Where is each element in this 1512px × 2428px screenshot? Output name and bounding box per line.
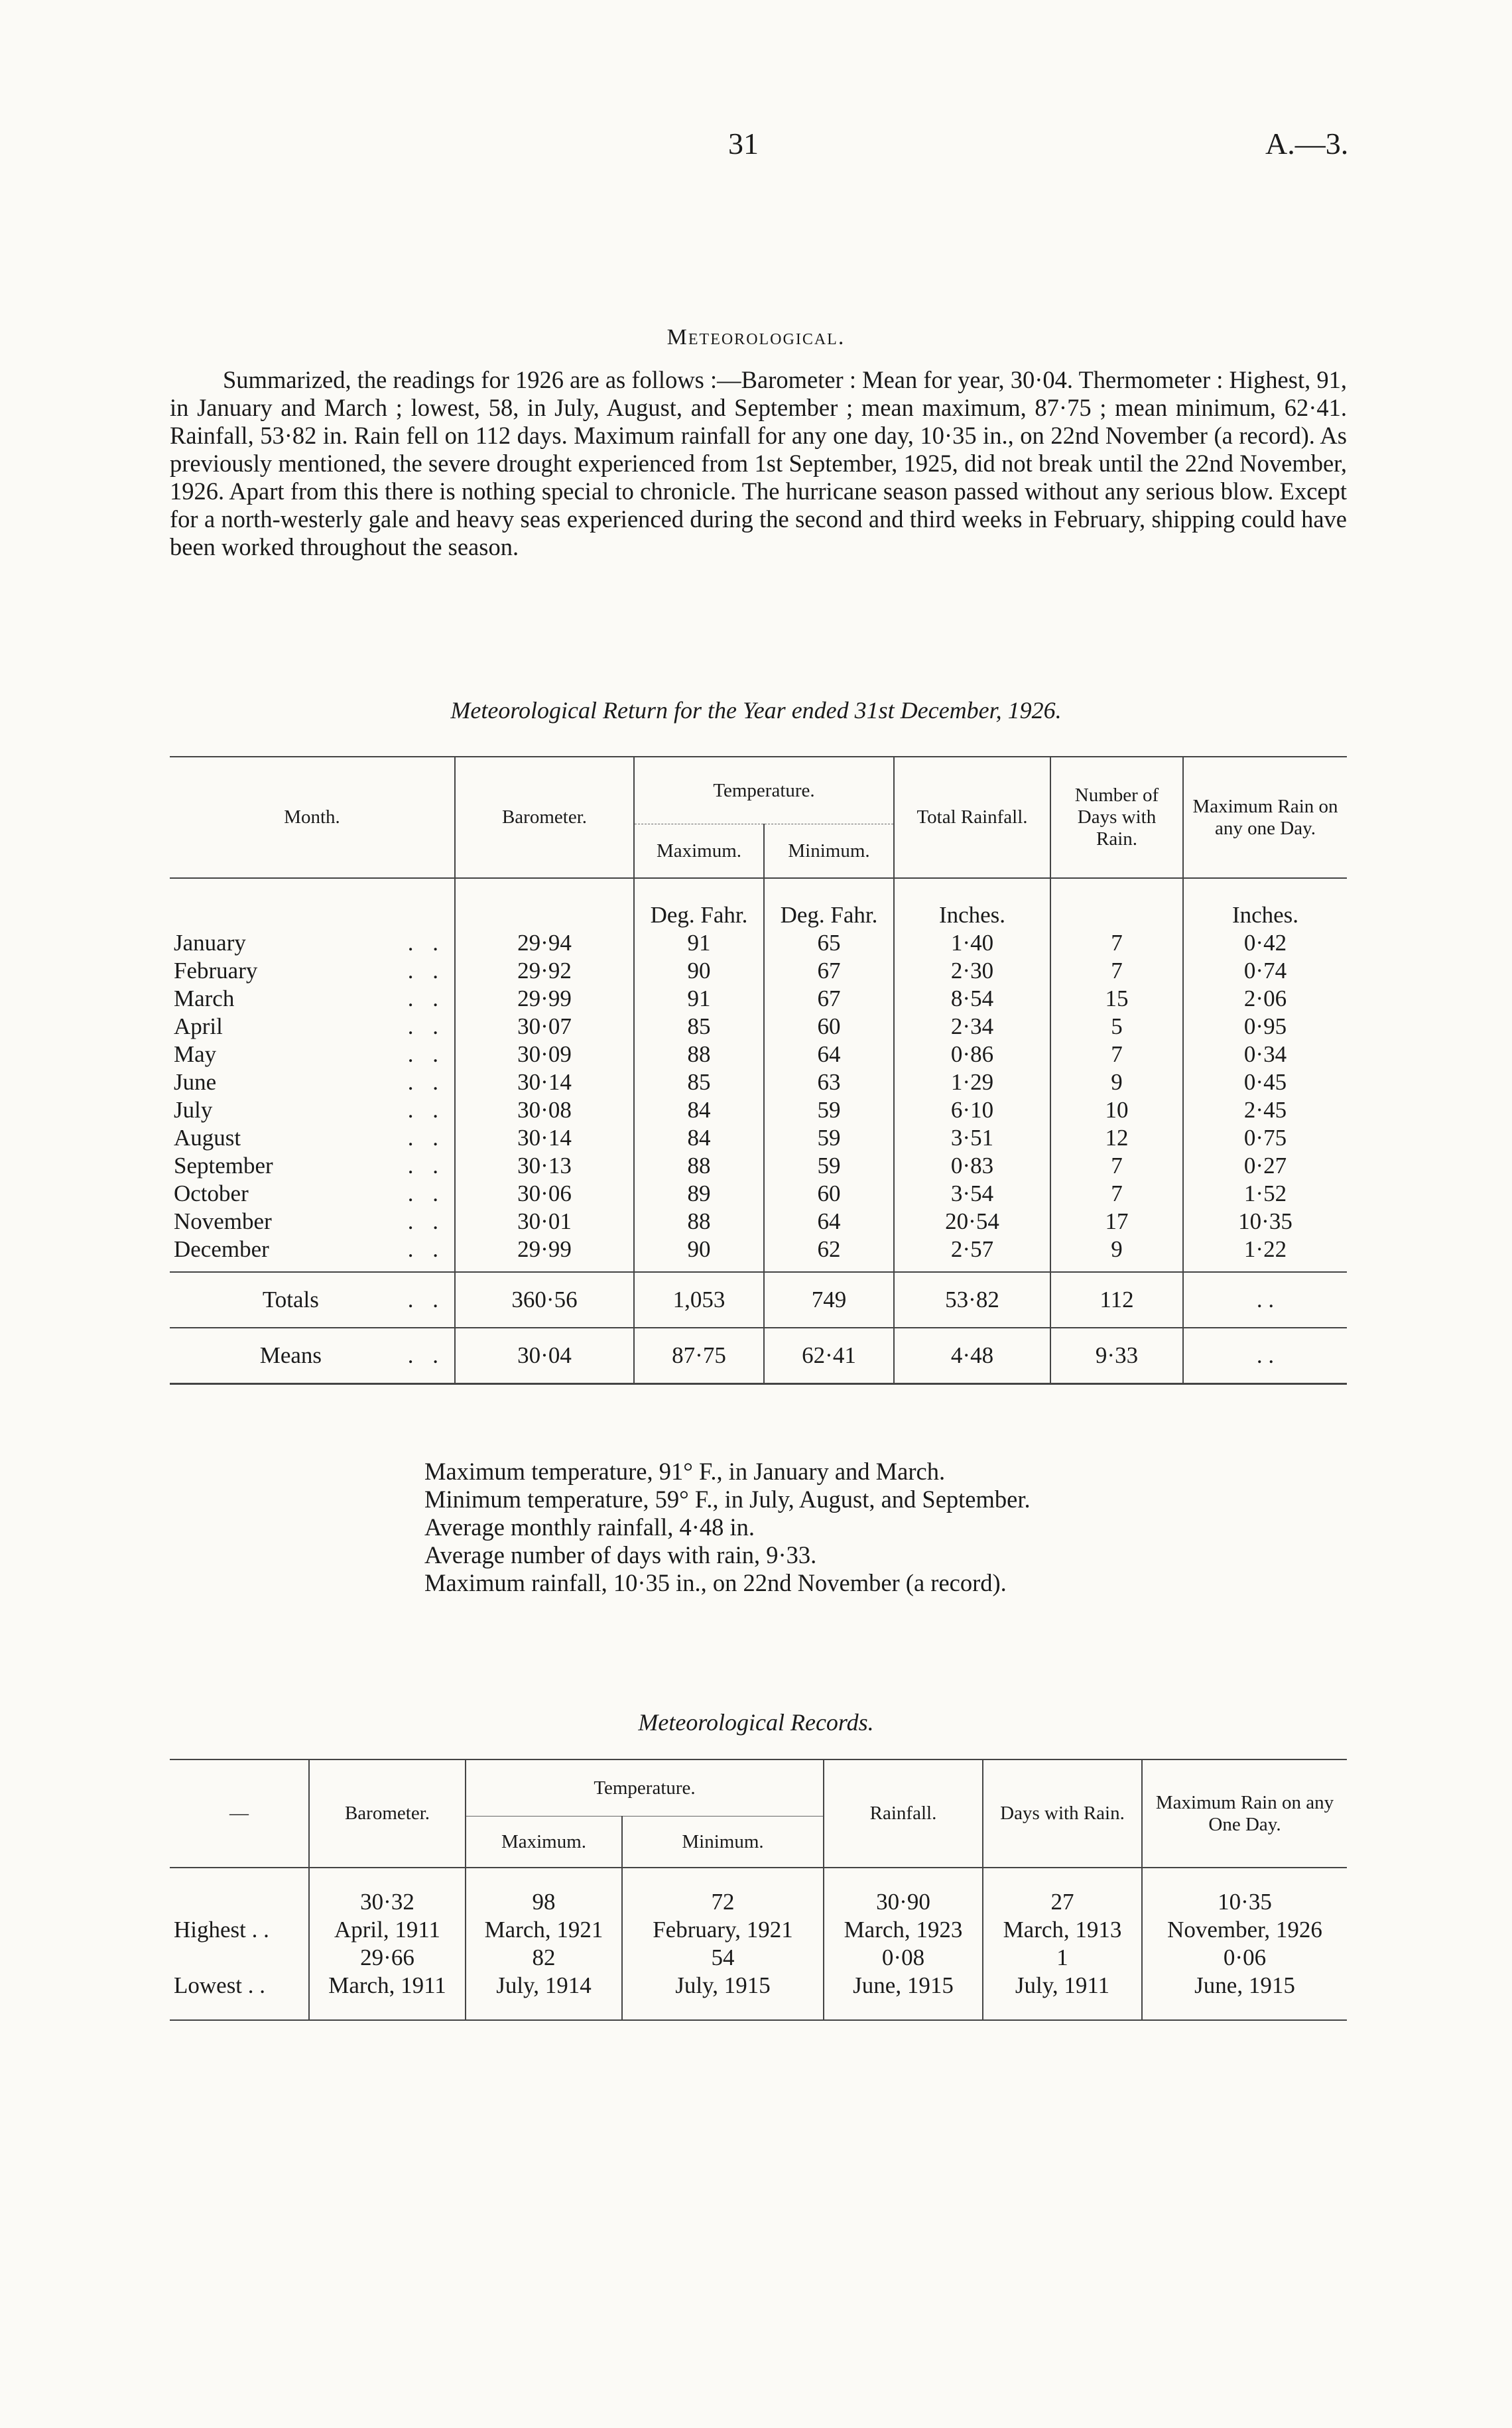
max-temp-cell: 84: [634, 1124, 764, 1152]
min-temp-cell: 63: [764, 1068, 894, 1096]
table-row: [170, 1236, 1347, 1263]
leader-dots: . .: [407, 1181, 445, 1206]
rain-days-cell: 27: [983, 1868, 1142, 1916]
header-minimum: Minimum.: [764, 824, 894, 879]
rainfall-cell: 2·34: [894, 1013, 1050, 1041]
header-barometer: Barometer.: [309, 1759, 466, 1868]
rain-days-cell: 9: [1050, 1236, 1183, 1263]
rainfall-cell: 6·10: [894, 1096, 1050, 1124]
table-row: [170, 1180, 1347, 1208]
means-max: 87·75: [634, 1328, 764, 1384]
rainfall-cell: 8·54: [894, 985, 1050, 1013]
table1-caption: Meteorological Return for the Year ended 31st December, 1926.: [450, 697, 1062, 724]
unit-rain: Inches.: [894, 878, 1050, 929]
header-temperature: Temperature.: [634, 757, 894, 824]
max-temp-cell: 89: [634, 1180, 764, 1208]
min-temp-cell: February, 1921: [622, 1916, 824, 1944]
meteorological-records-table: [170, 1759, 1347, 2021]
table-row: [170, 1972, 1347, 2020]
means-days: 9·33: [1050, 1328, 1183, 1384]
max-temp-cell: 88: [634, 1041, 764, 1068]
totals-max-rain: . .: [1183, 1272, 1347, 1328]
rainfall-cell: 0·08: [824, 1944, 983, 1972]
min-temp-cell: 67: [764, 957, 894, 985]
max-rain-cell: 0·34: [1183, 1041, 1347, 1068]
table-row: [170, 1096, 1347, 1124]
table2-caption: Meteorological Records.: [638, 1709, 874, 1736]
record-label: [170, 1944, 309, 1972]
max-temp-cell: July, 1914: [466, 1972, 622, 2020]
leader-dots: . .: [407, 1041, 445, 1067]
rainfall-cell: 20·54: [894, 1208, 1050, 1236]
header-total-rainfall: Total Rainfall.: [894, 757, 1050, 878]
max-rain-cell: 2·45: [1183, 1096, 1347, 1124]
leader-dots: . .: [407, 1069, 445, 1095]
barometer-cell: 30·32: [309, 1868, 466, 1916]
rainfall-cell: 1·40: [894, 929, 1050, 957]
rainfall-cell: March, 1923: [824, 1916, 983, 1944]
header-rainfall: Rainfall.: [824, 1759, 983, 1868]
min-temp-cell: 64: [764, 1041, 894, 1068]
rainfall-cell: June, 1915: [824, 1972, 983, 2020]
max-temp-cell: 85: [634, 1013, 764, 1041]
max-temp-cell: 84: [634, 1096, 764, 1124]
means-rain: 4·48: [894, 1328, 1050, 1384]
rain-days-cell: 1: [983, 1944, 1142, 1972]
month-name: March: [174, 986, 235, 1011]
header-temperature: Temperature.: [466, 1759, 824, 1817]
month-name: November: [174, 1208, 272, 1234]
rainfall-cell: 2·30: [894, 957, 1050, 985]
table-row: [170, 1868, 1347, 1916]
min-temp-cell: 60: [764, 1180, 894, 1208]
rain-days-cell: 7: [1050, 1180, 1183, 1208]
max-rain-cell: November, 1926: [1142, 1916, 1347, 1944]
max-rain-cell: 2·06: [1183, 985, 1347, 1013]
barometer-cell: 29·94: [455, 929, 634, 957]
max-temp-cell: 82: [466, 1944, 622, 1972]
header-days-with-rain: Number of Days with Rain.: [1050, 757, 1183, 878]
month-name: May: [174, 1041, 217, 1067]
summary-paragraph: Summarized, the readings for 1926 are as follows :—Barometer : Mean for year, 30·04. Thermometer : Highest, 91, in January and March ; lowest, 58, in July, August, and September ; mean maximum, 87·75 ; mean minimum, 62·41. Rainfall, 53·82 in. Rain fell on 112 days. Maximum rainfall for any one day, 10·35 in., on 22nd November (a record). As previously mentioned, the severe drought experienced from 1st September, 1925, did not break until the 22nd November, 1926. Apart from this there is nothing special to chronicle. The hurricane season passed without any serious blow. Except for a north-westerly gale and heavy seas experienced during the second and third weeks in February, shipping could have been worked throughout the season.: [170, 366, 1347, 560]
barometer-cell: 30·01: [455, 1208, 634, 1236]
rain-days-cell: 7: [1050, 957, 1183, 985]
note-line: Maximum temperature, 91° F., in January and March.: [424, 1458, 946, 1485]
barometer-cell: 29·92: [455, 957, 634, 985]
min-temp-cell: 54: [622, 1944, 824, 1972]
max-rain-cell: 10·35: [1142, 1868, 1347, 1916]
max-rain-cell: June, 1915: [1142, 1972, 1347, 2020]
barometer-cell: 30·09: [455, 1041, 634, 1068]
rain-days-cell: March, 1913: [983, 1916, 1142, 1944]
max-rain-cell: 10·35: [1183, 1208, 1347, 1236]
month-name: February: [174, 958, 258, 984]
barometer-cell: April, 1911: [309, 1916, 466, 1944]
month-name: December: [174, 1236, 269, 1262]
summary-notes: [424, 1458, 1031, 1597]
barometer-cell: 29·66: [309, 1944, 466, 1972]
totals-label: Totals: [262, 1287, 319, 1312]
max-temp-cell: 88: [634, 1152, 764, 1180]
totals-row: [170, 1272, 1347, 1328]
barometer-cell: 30·07: [455, 1013, 634, 1041]
min-temp-cell: 59: [764, 1124, 894, 1152]
max-temp-cell: 88: [634, 1208, 764, 1236]
header-maximum: Maximum.: [634, 824, 764, 879]
month-name: January: [174, 930, 246, 956]
month-name: August: [174, 1125, 241, 1151]
leader-dots: . .: [407, 1125, 445, 1151]
max-rain-cell: 1·52: [1183, 1180, 1347, 1208]
table-row: [170, 1208, 1347, 1236]
leader-dots: . .: [407, 1013, 445, 1039]
rain-days-cell: 9: [1050, 1068, 1183, 1096]
record-label: Highest . .: [174, 1917, 269, 1943]
rainfall-cell: 2·57: [894, 1236, 1050, 1263]
rainfall-cell: 30·90: [824, 1868, 983, 1916]
barometer-cell: 30·14: [455, 1124, 634, 1152]
barometer-cell: 30·08: [455, 1096, 634, 1124]
header-month: Month.: [170, 757, 455, 878]
max-rain-cell: 0·74: [1183, 957, 1347, 985]
barometer-cell: 30·06: [455, 1180, 634, 1208]
rain-days-cell: 7: [1050, 1041, 1183, 1068]
max-rain-cell: 0·45: [1183, 1068, 1347, 1096]
means-barometer: 30·04: [455, 1328, 634, 1384]
month-name: July: [174, 1097, 213, 1123]
unit-max-rain: Inches.: [1183, 878, 1347, 929]
barometer-cell: March, 1911: [309, 1972, 466, 2020]
max-temp-cell: 85: [634, 1068, 764, 1096]
barometer-cell: 30·14: [455, 1068, 634, 1096]
totals-rain: 53·82: [894, 1272, 1050, 1328]
totals-min: 749: [764, 1272, 894, 1328]
leader-dots: . .: [407, 1097, 445, 1123]
means-min: 62·41: [764, 1328, 894, 1384]
header-maximum: Maximum.: [466, 1817, 622, 1868]
page-number: 31: [728, 127, 759, 160]
rain-days-cell: 15: [1050, 985, 1183, 1013]
table-row: [170, 1152, 1347, 1180]
totals-days: 112: [1050, 1272, 1183, 1328]
barometer-cell: 29·99: [455, 1236, 634, 1263]
barometer-cell: 30·13: [455, 1152, 634, 1180]
unit-max: Deg. Fahr.: [634, 878, 764, 929]
barometer-cell: 29·99: [455, 985, 634, 1013]
month-name: September: [174, 1153, 273, 1179]
leader-dots: . .: [407, 986, 445, 1011]
min-temp-cell: 72: [622, 1868, 824, 1916]
totals-barometer: 360·56: [455, 1272, 634, 1328]
leader-dots: . .: [407, 930, 445, 956]
rain-days-cell: 5: [1050, 1013, 1183, 1041]
table-row: [170, 1041, 1347, 1068]
max-temp-cell: 90: [634, 957, 764, 985]
header-max-rain: Maximum Rain on any one Day.: [1183, 757, 1347, 878]
rainfall-cell: 0·83: [894, 1152, 1050, 1180]
totals-leader: . .: [407, 1287, 445, 1312]
record-label: Lowest . .: [174, 1972, 266, 1998]
max-rain-cell: 0·27: [1183, 1152, 1347, 1180]
note-line: Minimum temperature, 59° F., in July, August, and September.: [424, 1486, 1031, 1513]
min-temp-cell: July, 1915: [622, 1972, 824, 2020]
meteorological-return-table: [170, 756, 1347, 1385]
means-row: [170, 1328, 1347, 1384]
month-name: June: [174, 1069, 217, 1095]
rainfall-cell: 3·54: [894, 1180, 1050, 1208]
record-label: [170, 1868, 309, 1916]
table-row: [170, 957, 1347, 985]
max-rain-cell: 1·22: [1183, 1236, 1347, 1263]
min-temp-cell: 64: [764, 1208, 894, 1236]
units-row: [170, 878, 1347, 929]
max-rain-cell: 0·06: [1142, 1944, 1347, 1972]
rain-days-cell: 12: [1050, 1124, 1183, 1152]
means-label: Means: [259, 1342, 322, 1368]
max-temp-cell: 91: [634, 929, 764, 957]
section-heading: Meteorological.: [666, 325, 846, 350]
rainfall-cell: 1·29: [894, 1068, 1050, 1096]
max-rain-cell: 0·95: [1183, 1013, 1347, 1041]
rainfall-cell: 0·86: [894, 1041, 1050, 1068]
table-row: [170, 1916, 1347, 1944]
max-temp-cell: 91: [634, 985, 764, 1013]
max-temp-cell: March, 1921: [466, 1916, 622, 1944]
min-temp-cell: 59: [764, 1096, 894, 1124]
table-row: [170, 985, 1347, 1013]
rain-days-cell: July, 1911: [983, 1972, 1142, 2020]
min-temp-cell: 65: [764, 929, 894, 957]
min-temp-cell: 59: [764, 1152, 894, 1180]
min-temp-cell: 62: [764, 1236, 894, 1263]
rain-days-cell: 7: [1050, 1152, 1183, 1180]
leader-dots: . .: [407, 1153, 445, 1179]
min-temp-cell: 60: [764, 1013, 894, 1041]
month-name: April: [174, 1013, 223, 1039]
rain-days-cell: 10: [1050, 1096, 1183, 1124]
rain-days-cell: 7: [1050, 929, 1183, 957]
table-row: [170, 1013, 1347, 1041]
note-line: Average number of days with rain, 9·33.: [424, 1541, 817, 1568]
table-row: [170, 1124, 1347, 1152]
unit-min: Deg. Fahr.: [764, 878, 894, 929]
min-temp-cell: 67: [764, 985, 894, 1013]
note-line: Maximum rainfall, 10·35 in., on 22nd November (a record).: [424, 1569, 1007, 1596]
header-max-rain: Maximum Rain on any One Day.: [1142, 1759, 1347, 1868]
totals-max: 1,053: [634, 1272, 764, 1328]
note-line: Average monthly rainfall, 4·48 in.: [424, 1513, 755, 1541]
max-temp-cell: 90: [634, 1236, 764, 1263]
means-leader: . .: [407, 1342, 445, 1368]
header-minimum: Minimum.: [622, 1817, 824, 1868]
rainfall-cell: 3·51: [894, 1124, 1050, 1152]
header-barometer: Barometer.: [455, 757, 634, 878]
means-max-rain: . .: [1183, 1328, 1347, 1384]
leader-dots: . .: [407, 1236, 445, 1262]
max-temp-cell: 98: [466, 1868, 622, 1916]
leader-dots: . .: [407, 1208, 445, 1234]
month-name: October: [174, 1181, 249, 1206]
table-row: [170, 929, 1347, 957]
max-rain-cell: 0·75: [1183, 1124, 1347, 1152]
rain-days-cell: 17: [1050, 1208, 1183, 1236]
header-blank: —: [170, 1759, 309, 1868]
max-rain-cell: 0·42: [1183, 929, 1347, 957]
header-days-with-rain: Days with Rain.: [983, 1759, 1142, 1868]
table-row: [170, 1068, 1347, 1096]
leader-dots: . .: [407, 958, 445, 984]
document-reference: A.—3.: [1265, 127, 1349, 160]
table-row: [170, 1944, 1347, 1972]
